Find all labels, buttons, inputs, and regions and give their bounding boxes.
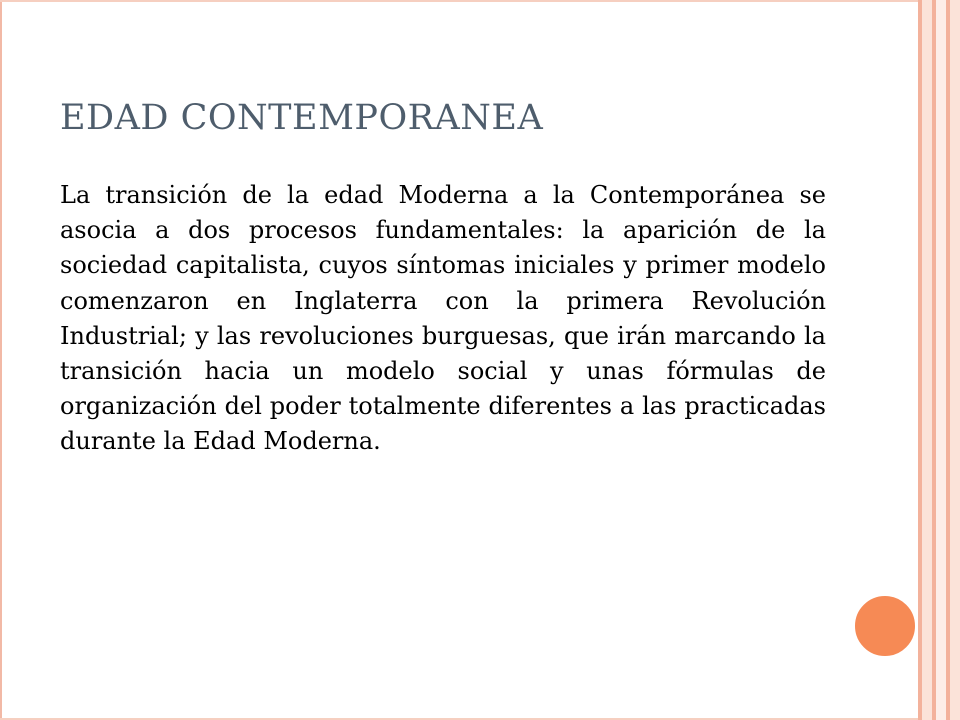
- decorative-stripe: [950, 0, 960, 720]
- slide-title: EDAD CONTEMPORANEA: [60, 98, 544, 138]
- decorative-stripe: [922, 0, 932, 720]
- slide-top-border: [0, 0, 920, 2]
- slide-left-border: [0, 0, 2, 720]
- slide-body-text: La transición de la edad Moderna a la Contemporánea se asocia a dos procesos fundamentales: la aparición de la sociedad capitalista, cuyos síntomas iniciales y primer modelo comenzaron en Inglaterra con la primera Revolución Industrial; y las revoluciones burguesas, que irán marcando la transición hacia un modelo social y unas fórmulas de organización del poder totalmente diferentes a las practicadas durante la Edad Moderna.: [60, 181, 826, 456]
- decorative-stripe: [936, 0, 946, 720]
- decorative-circle-icon: [852, 593, 918, 659]
